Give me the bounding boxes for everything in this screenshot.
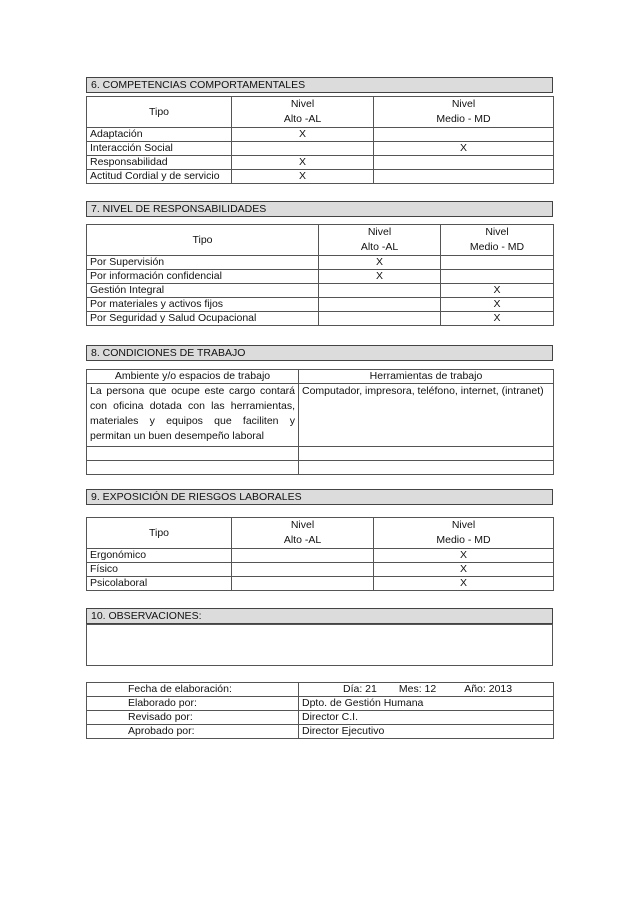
row-medio-cell: X [374,563,554,577]
table-row [87,270,554,284]
section-8-title: 8. CONDICIONES DE TRABAJO [91,347,246,359]
row-alto-cell [319,298,441,312]
anio-value: Año: 2013 [464,683,513,695]
table-row [87,170,554,184]
row-tipo-cell: Físico [87,563,232,577]
section-7-header [86,201,553,217]
section-9-header [86,489,553,505]
row-tipo-cell: Por información confidencial [87,270,319,284]
row-tipo-cell: Adaptación [87,128,232,142]
elaborado-label: Elaborado por: [87,697,299,711]
aprobado-value: Director Ejecutivo [299,725,554,739]
empty-cell [87,461,299,475]
row-medio-cell: X [374,577,554,591]
row-alto-cell: X [319,256,441,270]
row-tipo-cell: Por materiales y activos fijos [87,298,319,312]
row-medio-cell [374,128,554,142]
alto-label: Alto -AL [283,113,322,125]
section-7-table-wrap [86,224,553,326]
fecha-value [299,683,554,697]
section-6-table-wrap [86,96,553,184]
section-6-title: 6. COMPETENCIAS COMPORTAMENTALES [91,79,306,91]
empty-cell [299,461,554,475]
col-ambiente-header: Ambiente y/o espacios de trabajo [87,370,299,384]
nivel-label: Nivel [367,226,392,238]
revisado-label: Revisado por: [87,711,299,725]
alto-label: Alto -AL [360,241,399,253]
mes-value: Mes: 12 [398,683,437,695]
row-alto-cell [232,142,374,156]
row-medio-cell: X [374,549,554,563]
empty-cell [299,447,554,461]
row-alto-cell [232,577,374,591]
row-medio-cell [374,170,554,184]
riesgos-table [86,517,554,591]
section-7-title: 7. NIVEL DE RESPONSABILIDADES [91,203,267,215]
nivel-label: Nivel [451,519,476,531]
row-medio-cell [374,156,554,170]
nivel-label: Nivel [451,98,476,110]
nivel-label: Nivel [290,98,315,110]
row-medio-cell: X [441,312,554,326]
footer-table-wrap [86,682,553,739]
section-10-header [86,608,553,624]
row-tipo-cell: Ergonómico [87,549,232,563]
section-9-table-wrap [86,517,553,591]
fecha-label: Fecha de elaboración: [87,683,299,697]
col-medio-header [441,225,554,256]
col-tipo-header: Tipo [87,225,319,256]
section-6-header [86,77,553,93]
table-row [87,284,554,298]
nivel-label: Nivel [485,226,509,238]
table-row [87,156,554,170]
row-alto-cell: X [319,270,441,284]
responsabilidades-table [86,224,554,326]
table-row [87,549,554,563]
aprobado-label: Aprobado por: [87,725,299,739]
table-row [87,563,554,577]
row-tipo-cell: Psicolaboral [87,577,232,591]
section-8-table-wrap [86,369,553,475]
row-tipo-cell: Actitud Cordial y de servicio [87,170,232,184]
col-alto-header [319,225,441,256]
table-row [87,128,554,142]
row-alto-cell [232,549,374,563]
row-tipo-cell: Responsabilidad [87,156,232,170]
table-row [87,142,554,156]
col-herramientas-header: Herramientas de trabajo [299,370,554,384]
section-10-title: 10. OBSERVACIONES: [91,610,202,622]
col-tipo-header: Tipo [87,518,232,549]
row-tipo-cell: Interacción Social [87,142,232,156]
observaciones-box [86,624,553,666]
herramientas-cell: Computador, impresora, teléfono, internet, (intranet) [299,384,554,447]
col-tipo-header: Tipo [87,97,232,128]
col-medio-header [374,518,554,549]
table-row [87,577,554,591]
row-alto-cell [232,563,374,577]
alto-label: Alto -AL [283,534,322,546]
medio-label: Medio - MD [469,241,525,253]
revisado-value: Director C.I. [299,711,554,725]
col-medio-header [374,97,554,128]
row-alto-cell: X [232,128,374,142]
section-9-title: 9. EXPOSICIÓN DE RIESGOS LABORALES [91,491,302,503]
row-alto-cell: X [232,170,374,184]
row-medio-cell: X [441,284,554,298]
ambiente-cell: La persona que ocupe este cargo contará con oficina dotada con las herramientas, materiales y equipos que faciliten y permitan un buen desempeño laboral [87,384,299,447]
row-alto-cell [319,312,441,326]
col-alto-header [232,518,374,549]
col-alto-header [232,97,374,128]
nivel-label: Nivel [290,519,315,531]
row-alto-cell [319,284,441,298]
row-tipo-cell: Por Seguridad y Salud Ocupacional [87,312,319,326]
row-medio-cell: X [441,298,554,312]
condiciones-table [86,369,554,475]
row-alto-cell: X [232,156,374,170]
row-medio-cell [441,270,554,284]
row-tipo-cell: Por Supervisión [87,256,319,270]
empty-cell [87,447,299,461]
row-medio-cell: X [374,142,554,156]
medio-label: Medio - MD [436,534,491,546]
footer-table [86,682,554,739]
table-row [87,298,554,312]
row-tipo-cell: Gestión Integral [87,284,319,298]
competencias-table [86,96,554,184]
row-medio-cell [441,256,554,270]
table-row [87,256,554,270]
section-8-header [86,345,553,361]
medio-label: Medio - MD [436,113,491,125]
table-row [87,312,554,326]
elaborado-value: Dpto. de Gestión Humana [299,697,554,711]
dia-value: Día: 21 [343,683,377,695]
